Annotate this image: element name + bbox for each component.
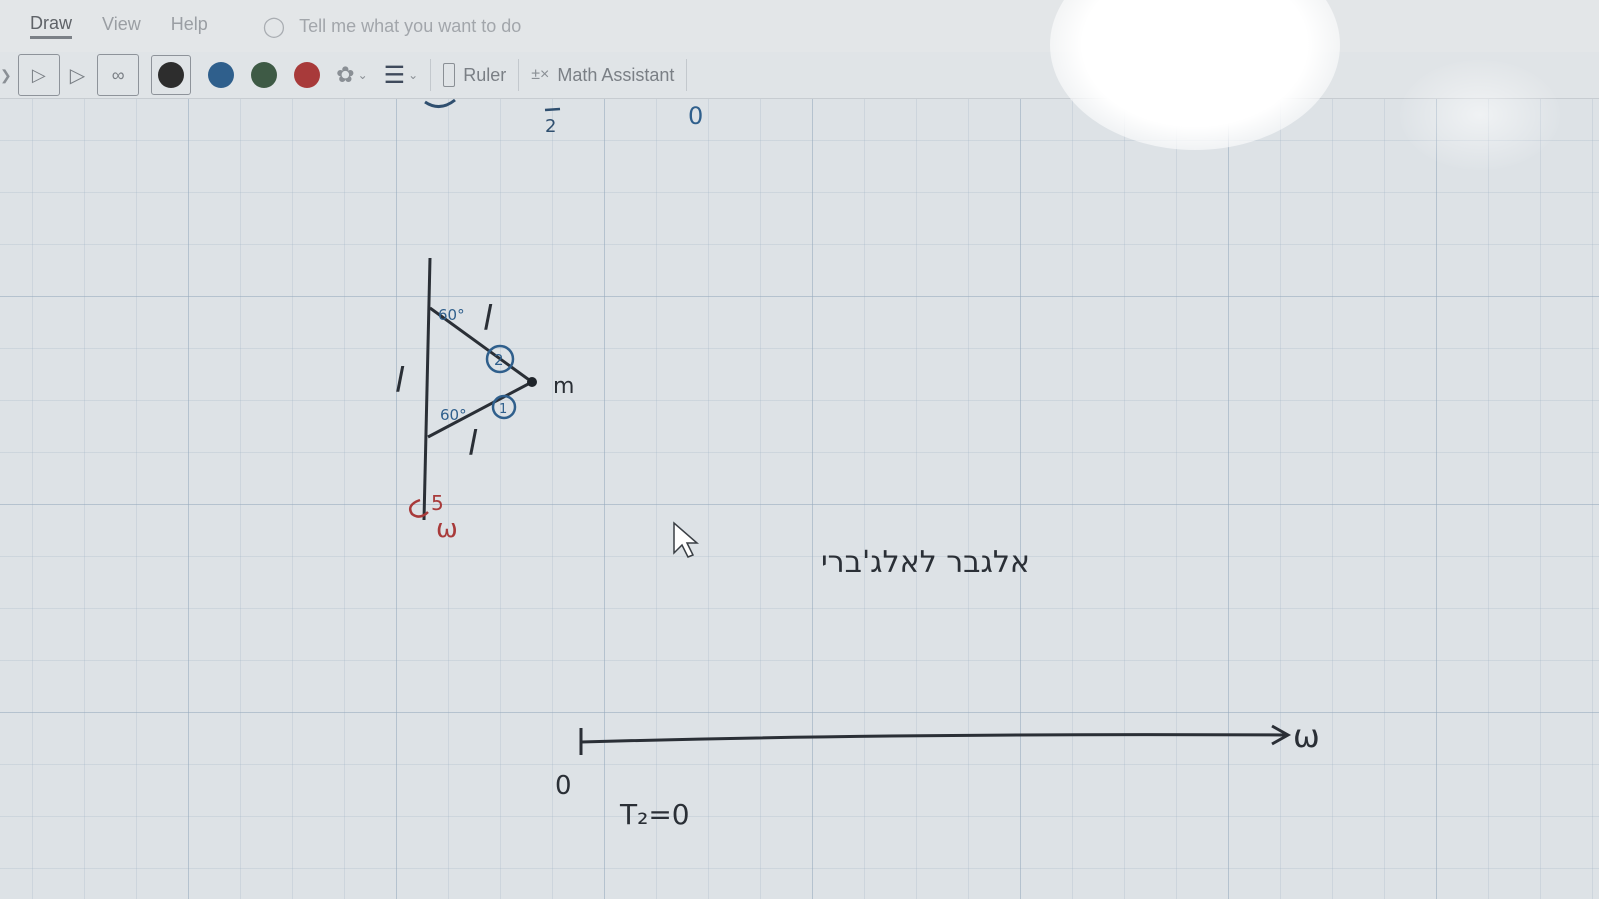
lower-arm-length-label: l [468,424,478,464]
pen-icon: ∞ [111,64,125,85]
menu-help[interactable]: Help [170,13,208,34]
top-zero: 0 [688,102,704,130]
math-icon: ±× [531,66,550,83]
menu-draw[interactable]: Draw [30,13,72,39]
omega-symbol: ω [436,514,458,544]
angle-top-label: 60° [438,306,465,324]
pole-length-label: l [395,361,405,401]
lasso-icon: ▷ [31,64,46,85]
axis-end-label: ω [1293,717,1320,755]
scroll-left-icon[interactable]: ❯ [0,66,12,83]
fraction-denominator: 2 [545,116,557,137]
ruler-label: Ruler [463,64,507,85]
omega-number: 5 [431,491,444,515]
omega-axis-line [581,735,1285,742]
mouse-cursor-icon [674,523,697,557]
axis-origin-label: 0 [555,771,572,801]
fraction-bar [545,109,560,110]
pole-line [424,258,430,520]
upper-arm-length-label: l [483,299,493,339]
tell-me-text: Tell me what you want to do [299,15,522,36]
lightbulb-icon: ◯ [262,15,286,38]
mass-label: m [553,374,575,399]
ink-partial-stroke [425,100,455,107]
math-assistant-label: Math Assistant [557,64,675,85]
palette-icon: ✿ [336,62,355,87]
line-weight-icon: ☰ [383,61,406,89]
menu-view[interactable]: View [102,13,141,34]
angle-bottom-label: 60° [440,406,467,424]
chevron-down-icon: ⌄ [357,68,368,82]
tension-equation: T₂=0 [620,798,690,831]
tension-marker-bottom-label: 1 [499,402,508,417]
mass-point [527,377,537,387]
chevron-down-icon: ⌄ [408,68,419,82]
eraser-icon: ▷ [69,64,86,87]
hebrew-note: אלגבר לאלג'ברי [820,545,1030,580]
tension-marker-top-label: 2 [494,351,504,369]
